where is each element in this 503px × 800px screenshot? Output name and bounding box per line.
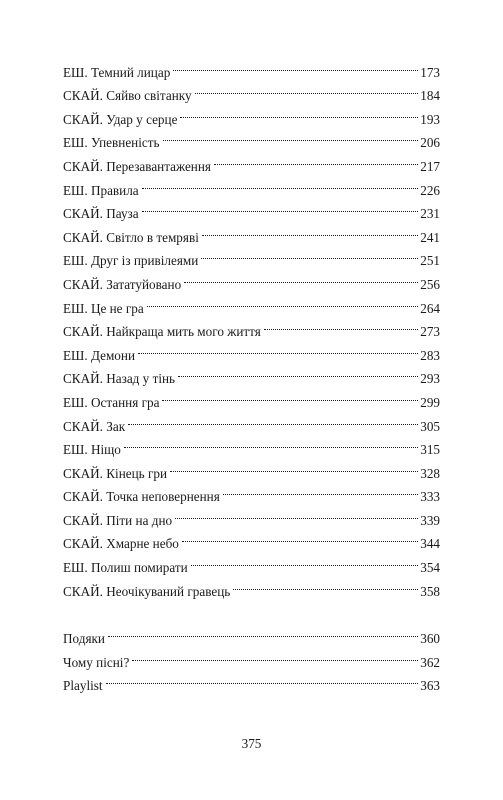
entry-title: СКАЙ. Сяйво світанку xyxy=(63,88,192,104)
entry-title: СКАЙ. Точка неповернення xyxy=(63,489,220,505)
entry-page-number: 305 xyxy=(420,418,440,434)
dot-leader xyxy=(106,667,419,691)
entry-title: СКАЙ. Хмарне небо xyxy=(63,536,179,552)
dot-leader xyxy=(191,548,419,572)
entry-title: ЕШ. Темний лицар xyxy=(63,64,171,80)
dot-leader xyxy=(233,572,418,596)
dot-leader xyxy=(264,313,418,337)
entry-page-number: 354 xyxy=(420,560,440,576)
dot-leader xyxy=(124,431,418,455)
toc-entry-back-matter xyxy=(63,620,440,647)
entry-title: ЕШ. Остання гра xyxy=(63,394,160,410)
entry-page-number: 293 xyxy=(420,371,440,387)
dot-leader xyxy=(142,195,419,219)
chapter-list xyxy=(63,53,440,599)
entry-page-number: 344 xyxy=(420,536,440,552)
table-of-contents xyxy=(63,53,440,694)
entry-page-number: 315 xyxy=(420,442,440,458)
entry-title: ЕШ. Правила xyxy=(63,182,139,198)
dot-leader xyxy=(195,77,419,101)
dot-leader xyxy=(214,147,418,171)
entry-page-number: 283 xyxy=(420,347,440,363)
dot-leader xyxy=(162,383,418,407)
entry-title: ЕШ. Упевненість xyxy=(63,135,160,151)
dot-leader xyxy=(142,171,419,195)
entry-title: СКАЙ. Назад у тінь xyxy=(63,371,176,387)
entry-title: Чому пісні? xyxy=(63,654,130,670)
entry-page-number: 226 xyxy=(420,182,440,198)
entry-page-number: 360 xyxy=(420,631,440,647)
entry-title: ЕШ. Друг із привілеями xyxy=(63,253,199,269)
entry-title: СКАЙ. Зататуйовано xyxy=(63,276,182,292)
entry-title: СКАЙ. Перезавантаження xyxy=(63,158,211,174)
entry-page-number: 206 xyxy=(420,135,440,151)
entry-title: Подяки xyxy=(63,631,105,647)
entry-title: Playlist xyxy=(63,678,103,694)
entry-title: СКАЙ. Пауза xyxy=(63,206,139,222)
entry-page-number: 333 xyxy=(420,489,440,505)
entry-page-number: 362 xyxy=(420,654,440,670)
entry-title: ЕШ. Демони xyxy=(63,347,136,363)
toc-entry-back-matter xyxy=(63,667,440,694)
dot-leader xyxy=(147,289,419,313)
entry-page-number: 256 xyxy=(420,276,440,292)
entry-title: ЕШ. Полиш помирати xyxy=(63,560,188,576)
back-matter-list xyxy=(63,620,440,694)
entry-title: СКАЙ. Найкраща мить мого життя xyxy=(63,324,261,340)
entry-title: СКАЙ. Світло в темряві xyxy=(63,229,199,245)
entry-page-number: 184 xyxy=(420,88,440,104)
entry-page-number: 273 xyxy=(420,324,440,340)
entry-title: ЕШ. Це не гра xyxy=(63,300,144,316)
dot-leader xyxy=(132,643,418,667)
toc-entry-back-matter xyxy=(63,643,440,670)
entry-page-number: 339 xyxy=(420,512,440,528)
entry-page-number: 328 xyxy=(420,465,440,481)
entry-title: СКАЙ. Неочікуваний гравець xyxy=(63,583,231,599)
dot-leader xyxy=(178,360,418,384)
dot-leader xyxy=(202,218,418,242)
dot-leader xyxy=(163,124,419,148)
entry-page-number: 363 xyxy=(420,678,440,694)
entry-page-number: 217 xyxy=(420,158,440,174)
entry-page-number: 173 xyxy=(420,64,440,80)
entry-title: СКАЙ. Удар у серце xyxy=(63,111,178,127)
dot-leader xyxy=(223,478,418,502)
dot-leader xyxy=(170,454,418,478)
entry-page-number: 251 xyxy=(420,253,440,269)
entry-page-number: 264 xyxy=(420,300,440,316)
entry-page-number: 241 xyxy=(420,229,440,245)
dot-leader xyxy=(184,265,418,289)
entry-page-number: 358 xyxy=(420,583,440,599)
dot-leader xyxy=(201,242,418,266)
toc-entry xyxy=(63,53,440,80)
entry-page-number: 193 xyxy=(420,111,440,127)
dot-leader xyxy=(173,53,418,77)
page-number: 375 xyxy=(241,736,262,751)
dot-leader xyxy=(180,100,418,124)
dot-leader xyxy=(108,620,418,644)
entry-title: СКАЙ. Зак xyxy=(63,418,126,434)
entry-title: СКАЙ. Піти на дно xyxy=(63,512,173,528)
entry-title: СКАЙ. Кінець гри xyxy=(63,465,168,481)
dot-leader xyxy=(128,407,418,431)
entry-title: ЕШ. Ніщо xyxy=(63,442,121,458)
dot-leader xyxy=(138,336,418,360)
entry-page-number: 299 xyxy=(420,394,440,410)
entry-page-number: 231 xyxy=(420,206,440,222)
dot-leader xyxy=(175,501,418,525)
dot-leader xyxy=(182,525,418,549)
